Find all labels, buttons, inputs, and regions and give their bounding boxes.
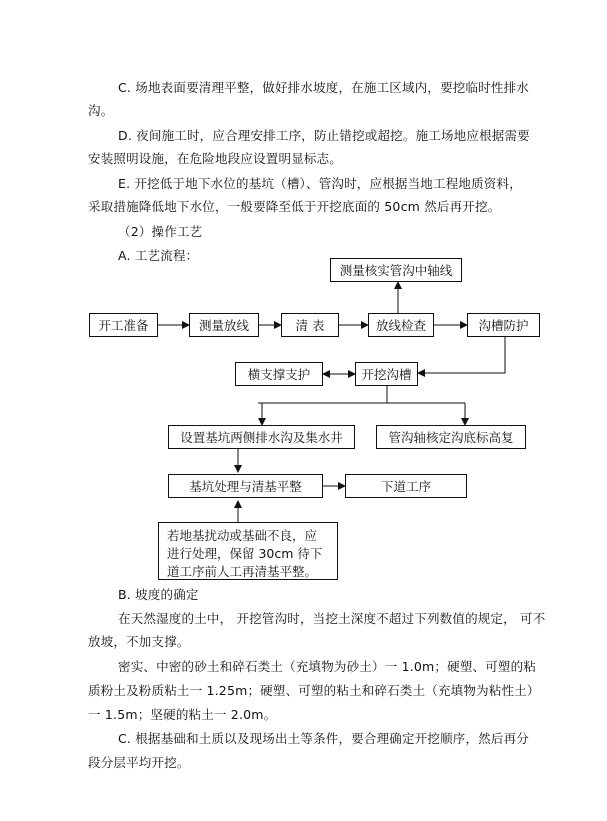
box-cross-brace: 横支撑支护: [235, 362, 323, 386]
arrow-protect-to-excavate: [418, 337, 505, 373]
box-next-process: 下道工序: [345, 474, 467, 498]
box-survey-layout: 测量放线: [189, 313, 259, 337]
box-drain-ditch: 设置基坑两侧排水沟及集水井: [168, 425, 355, 449]
item-e-line2: 采取措施降低地下水位，一般要降至低于开挖底面的 50cm 然后再开挖。: [88, 199, 501, 214]
slope-line3: 密实、中密的砂土和碎石类土（充填物为砂土）一 1.0m；硬塑、可塑的粘: [118, 659, 537, 674]
slope-line4: 质粉土及粉质粘土一 1.25m；硬塑、可塑的粘土和碎石类土（充填物为粘性土）: [88, 683, 540, 698]
box-foundation-treat: 基坑处理与清基平整: [168, 474, 323, 498]
item-c2-line2: 段分层平均开挖。: [88, 755, 190, 770]
slope-heading: B. 坡度的确定: [118, 587, 199, 602]
box-start-work: 开工准备: [89, 313, 158, 337]
box-layout-check: 放线检查: [368, 313, 434, 337]
item-e-line1: E. 开挖低于地下水位的基坑（槽）、管沟时，应根据当地工程地质资料，: [118, 176, 522, 191]
note-foundation-disturbance: 若地基扰动或基础不良，应进行处理，保留 30cm 待下道工序前人工再清基平整。: [158, 522, 338, 580]
item-d-line1: D. 夜间施工时，应合理安排工序，防止错挖或超挖。施工场地应根据需要: [118, 128, 530, 143]
item-d-line2: 安装照明设施，在危险地段应设置明显标志。: [88, 151, 343, 166]
box-elevation-recheck: 管沟轴核定沟底标高复: [376, 425, 526, 449]
item-c-line2: 沟。: [88, 103, 114, 118]
box-survey-axis: 测量核实管沟中轴线: [330, 258, 462, 282]
item-c2-line1: C. 根据基础和土质以及现场出土等条件，要合理确定开挖顺序，然后再分: [118, 731, 529, 746]
slope-line5: 一 1.5m；坚硬的粘土一 2.0m。: [88, 707, 277, 722]
process-flow-heading: A. 工艺流程：: [118, 248, 199, 263]
box-clear-surface: 清 表: [281, 313, 339, 337]
slope-line2: 放坡，不加支撑。: [88, 634, 190, 649]
slope-line1: 在天然湿度的土中， 开挖管沟时，当挖土深度不超过下列数值的规定， 可不: [118, 611, 546, 626]
box-trench-protect: 沟槽防护: [467, 313, 540, 337]
operation-heading: （2）操作工艺: [118, 224, 203, 239]
box-excavate-trench: 开挖沟槽: [355, 362, 418, 386]
item-c-line1: C. 场地表面要清理平整，做好排水坡度，在施工区域内，要挖临时性排水: [118, 80, 529, 95]
